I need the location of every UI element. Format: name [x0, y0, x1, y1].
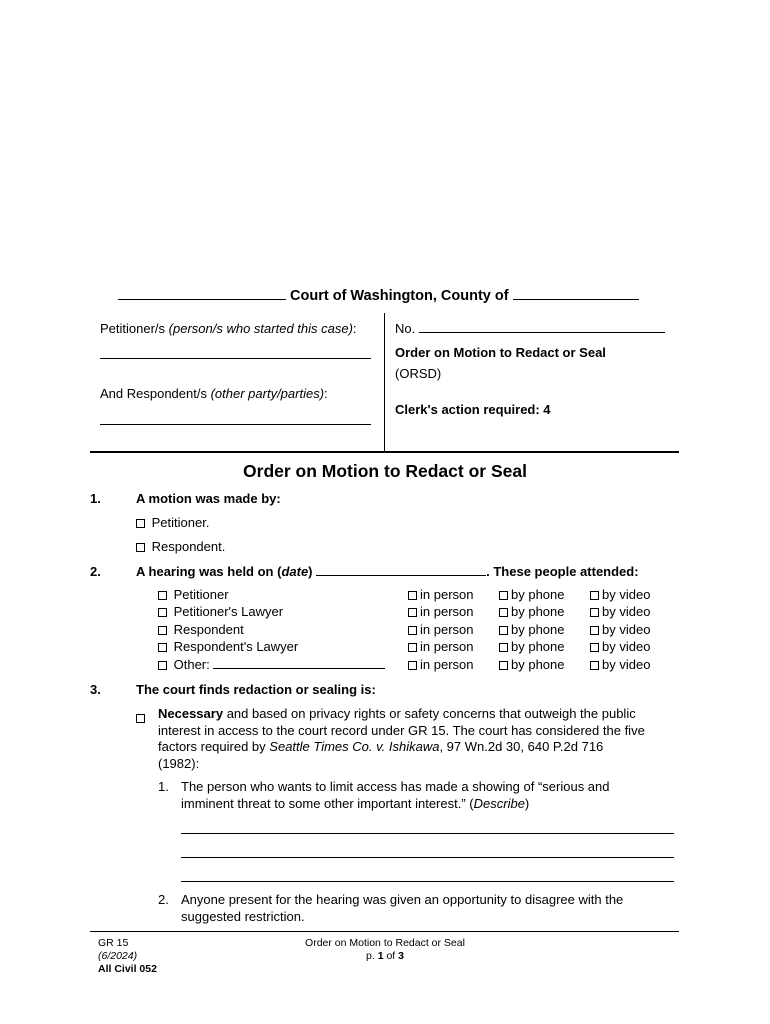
paragraph-text: The person who wants to limit access has made a showing of “serious and — [181, 779, 610, 794]
mode-label: by phone — [511, 656, 565, 672]
court-header — [118, 288, 658, 304]
attendee-row — [158, 604, 678, 621]
caption-doc-title: Order on Motion to Redact or Seal — [395, 345, 606, 360]
paragraph-text: suggested restriction. — [181, 908, 305, 924]
describe-line-3[interactable] — [181, 881, 674, 882]
attendee-label: Respondent's Lawyer — [173, 639, 299, 655]
page-total: 3 — [398, 950, 404, 962]
mode-label: by phone — [511, 639, 565, 655]
checkbox[interactable] — [158, 661, 167, 670]
petitioner-name-blank[interactable] — [100, 358, 371, 359]
heading-date-word: date — [281, 564, 309, 579]
case-number-blank[interactable] — [419, 332, 665, 333]
mode-label: in person — [420, 604, 474, 620]
attendee-label: Petitioner — [173, 587, 229, 602]
section1-heading: A motion was made by: — [136, 491, 281, 506]
mode-in-person[interactable] — [408, 622, 473, 637]
caption-divider — [384, 313, 385, 453]
checkbox[interactable] — [408, 643, 417, 652]
respondent-hint: (other party/parties) — [210, 386, 325, 401]
footer-center — [250, 937, 520, 963]
hearing-date-blank[interactable] — [316, 575, 486, 576]
attendee-option[interactable] — [158, 604, 283, 619]
describe-word: Describe — [473, 795, 525, 811]
court-header-label: Court of Washington, County of — [290, 288, 509, 304]
checkbox[interactable] — [408, 608, 417, 617]
caption-doc-code: (ORSD) — [395, 366, 442, 381]
item2-text — [181, 892, 681, 925]
mode-label: by video — [602, 639, 651, 655]
paragraph-text: Anyone present for the hearing was given an opportunity to disagree with the — [181, 892, 624, 907]
court-name-blank[interactable] — [118, 299, 286, 300]
mode-label: by phone — [511, 587, 565, 602]
attendee-row — [158, 587, 678, 604]
checkbox[interactable] — [499, 608, 508, 617]
paragraph-text: interest in access to the court record under GR 15. The court has considered the five — [158, 722, 645, 738]
respondent-label: And Respondent/s — [100, 386, 207, 401]
case-number-label: No. — [395, 321, 416, 336]
checkbox[interactable] — [158, 591, 167, 600]
attendee-label: Other: — [173, 656, 210, 672]
footer-title: Order on Motion to Redact or Seal — [305, 937, 465, 949]
mode-label: by video — [602, 656, 651, 672]
motion-by-petitioner[interactable] — [136, 515, 209, 530]
mode-in-person[interactable] — [408, 587, 473, 602]
respondent-name-blank[interactable] — [100, 424, 371, 425]
describe-line-1[interactable] — [181, 833, 674, 834]
paragraph-text: (1982): — [158, 755, 200, 771]
attendee-label: Respondent — [173, 621, 244, 637]
checkbox[interactable] — [136, 714, 145, 723]
mode-by-video[interactable] — [590, 622, 650, 637]
attendee-row — [158, 639, 678, 656]
attendees-grid — [158, 587, 678, 674]
checkbox[interactable] — [136, 543, 145, 552]
attendee-option[interactable] — [158, 622, 244, 637]
footer-rule — [90, 931, 679, 932]
paragraph-text: and based on privacy rights or safety concerns that outweigh the public — [226, 706, 636, 721]
mode-in-person[interactable] — [408, 604, 473, 619]
checkbox[interactable] — [136, 519, 145, 528]
mode-label: by phone — [511, 621, 565, 637]
necessary-label: Necessary — [158, 706, 224, 721]
petitioner-label-line: Petitioner/s (person/s who started this case): — [100, 321, 357, 336]
item2-number: 2. — [158, 892, 169, 907]
respondent-label-line: And Respondent/s (other party/parties): — [100, 386, 328, 401]
section3-number: 3. — [90, 682, 101, 697]
mode-by-phone[interactable] — [499, 622, 565, 637]
form-series: All Civil 052 — [98, 963, 157, 975]
petitioner-hint: (person/s who started this case) — [168, 321, 353, 336]
page-number — [250, 950, 520, 963]
attendee-option[interactable] — [158, 587, 229, 602]
section1-number: 1. — [90, 491, 101, 506]
mode-label: in person — [420, 656, 474, 672]
attendee-row — [158, 657, 678, 674]
checkbox[interactable] — [158, 643, 167, 652]
checkbox[interactable] — [408, 661, 417, 670]
heading-tail: . These people attended: — [486, 564, 639, 579]
paragraph-text: imminent threat to some other important interest.” ( — [181, 795, 474, 811]
page-current: 1 — [377, 950, 384, 962]
mode-in-person[interactable] — [408, 657, 473, 672]
necessary-paragraph — [158, 706, 688, 772]
checkbox[interactable] — [590, 591, 599, 600]
paragraph-text: ) — [524, 795, 530, 811]
mode-by-video[interactable] — [590, 657, 650, 672]
checkbox[interactable] — [499, 643, 508, 652]
mode-label: in person — [420, 587, 474, 602]
paragraph-text: , 97 Wn.2d 30, 640 P.2d 716 — [439, 739, 604, 754]
page-title: Order on Motion to Redact or Seal — [243, 461, 527, 481]
attendee-label: Petitioner's Lawyer — [173, 604, 284, 620]
item1-text — [181, 779, 681, 812]
checkbox[interactable] — [590, 608, 599, 617]
mode-by-video[interactable] — [590, 587, 650, 602]
option-label: Petitioner. — [151, 515, 210, 530]
mode-label: by video — [602, 604, 651, 620]
page-prefix: p. — [366, 950, 375, 962]
attendee-option[interactable] — [158, 639, 298, 654]
checkbox[interactable] — [158, 608, 167, 617]
mode-label: in person — [420, 639, 474, 655]
case-number-line — [395, 321, 665, 336]
mode-by-phone[interactable] — [499, 639, 565, 654]
checkbox[interactable] — [499, 661, 508, 670]
mode-in-person[interactable] — [408, 639, 473, 654]
form-date: (6/2024) — [98, 950, 138, 962]
checkbox[interactable] — [590, 626, 599, 635]
checkbox[interactable] — [590, 661, 599, 670]
mode-label: by video — [602, 587, 651, 602]
other-attendee-blank[interactable] — [213, 668, 385, 669]
attendee-row — [158, 622, 678, 639]
checkbox[interactable] — [408, 591, 417, 600]
checkbox[interactable] — [499, 591, 508, 600]
checkbox[interactable] — [499, 626, 508, 635]
county-blank[interactable] — [513, 299, 639, 300]
paragraph-text: factors required by — [158, 739, 266, 754]
motion-by-respondent[interactable] — [136, 539, 225, 554]
mode-label: in person — [420, 621, 474, 637]
mode-by-video[interactable] — [590, 604, 650, 619]
heading-text: A hearing was held on ( — [136, 564, 282, 579]
mode-by-phone[interactable] — [499, 587, 565, 602]
section3-heading: The court finds redaction or sealing is: — [136, 682, 376, 697]
section2-heading — [136, 564, 639, 579]
necessary-checkbox[interactable] — [136, 709, 148, 727]
footer-left — [98, 937, 157, 976]
mode-by-phone[interactable] — [499, 604, 565, 619]
case-citation: Seattle Times Co. v. Ishikawa — [269, 739, 440, 754]
mode-by-phone[interactable] — [499, 657, 565, 672]
attendee-option-other[interactable] — [158, 657, 385, 672]
caption-bottom-rule — [90, 451, 679, 453]
form-id: GR 15 — [98, 937, 129, 949]
item1-number: 1. — [158, 779, 169, 794]
checkbox[interactable] — [408, 626, 417, 635]
section2-number: 2. — [90, 564, 101, 579]
petitioner-label: Petitioner/s — [100, 321, 166, 336]
mode-label: by phone — [511, 604, 565, 620]
clerk-action: Clerk's action required: 4 — [395, 402, 551, 417]
checkbox[interactable] — [158, 626, 167, 635]
checkbox[interactable] — [590, 643, 599, 652]
describe-line-2[interactable] — [181, 857, 674, 858]
option-label: Respondent. — [151, 539, 226, 554]
mode-label: by video — [602, 621, 651, 637]
mode-by-video[interactable] — [590, 639, 650, 654]
page-of: of — [386, 950, 396, 962]
heading-text: ) — [308, 564, 313, 579]
